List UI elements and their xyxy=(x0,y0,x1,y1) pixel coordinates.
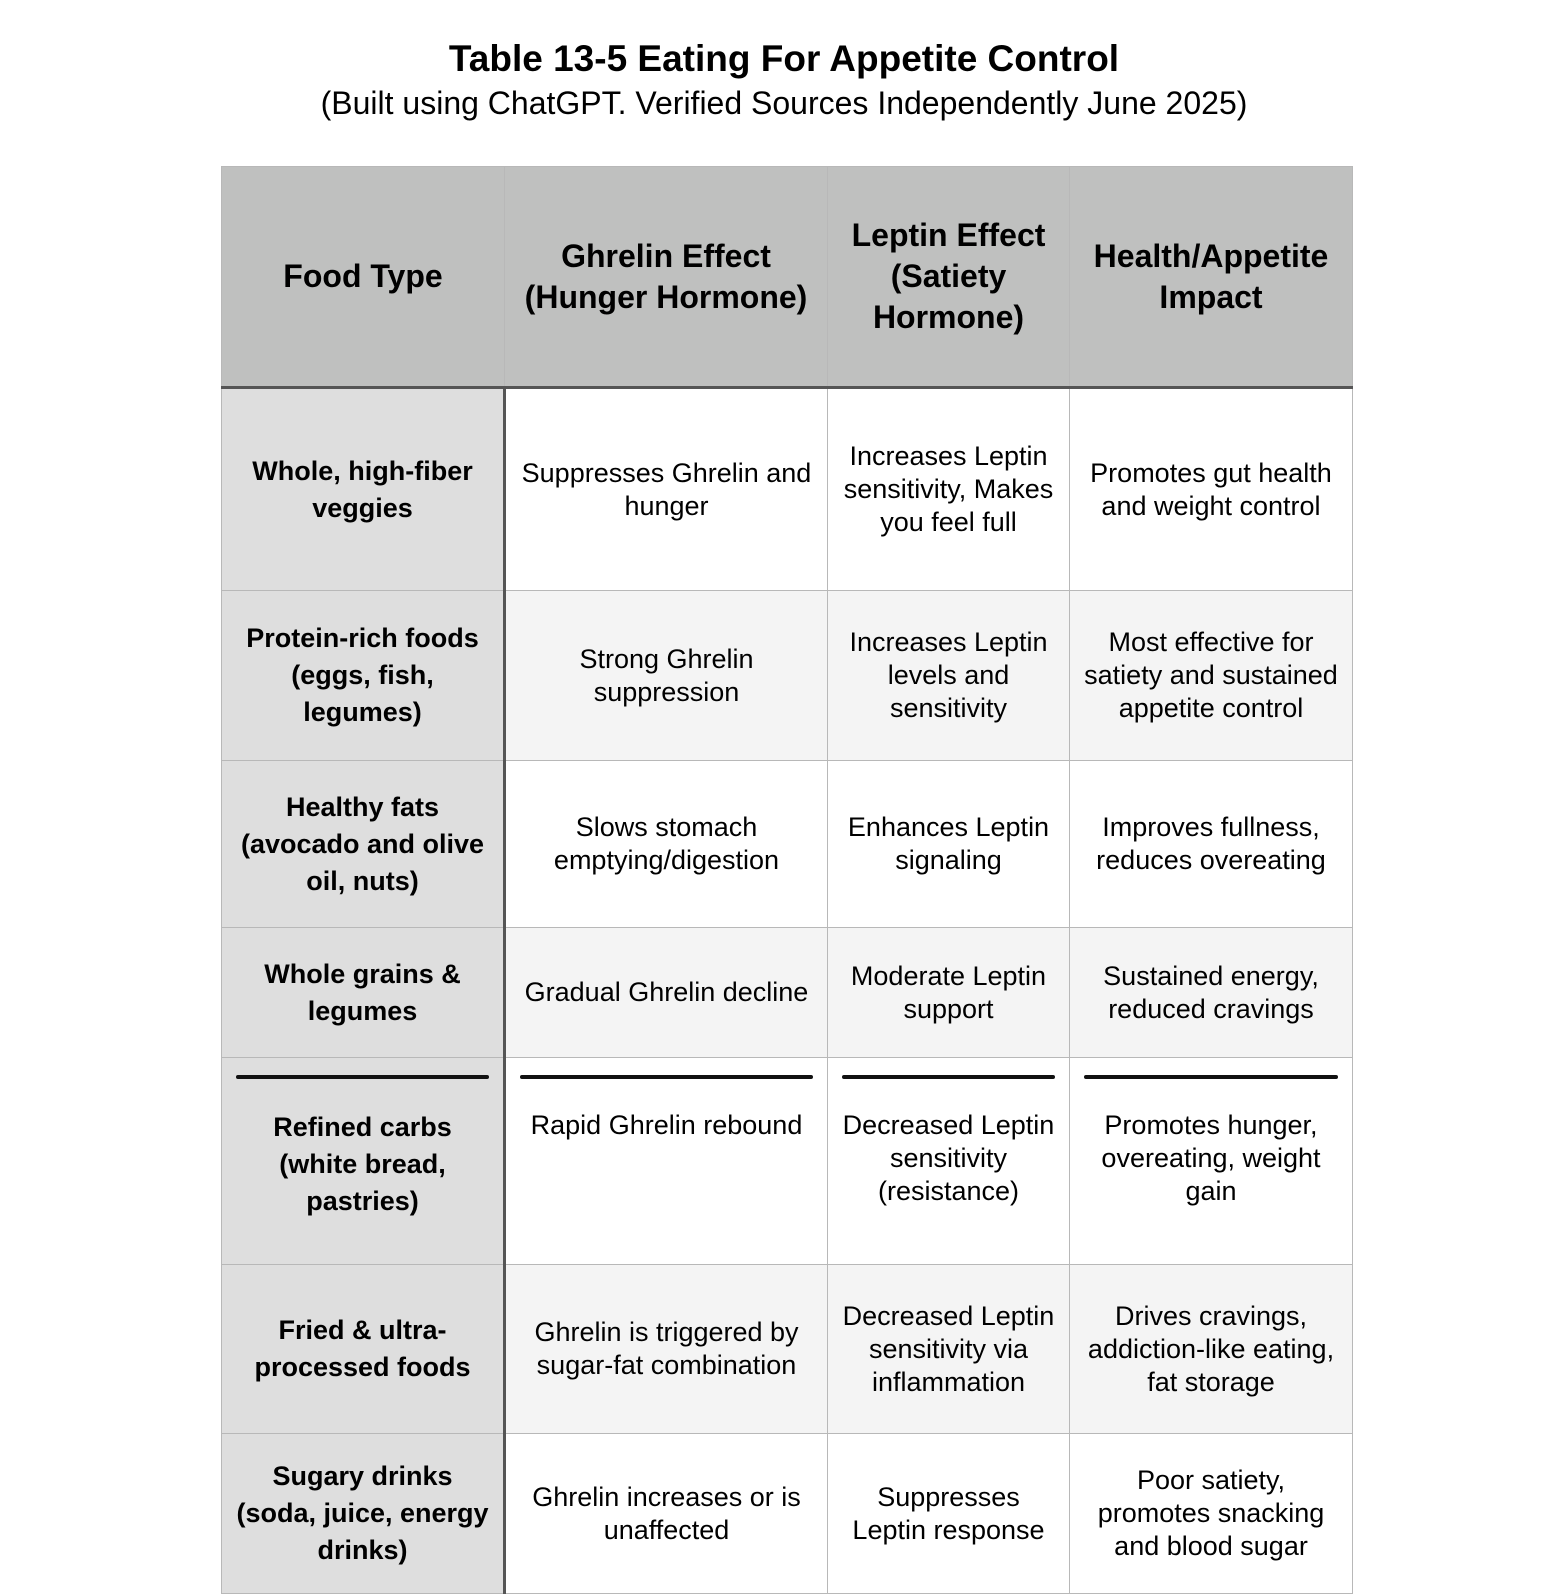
table-row xyxy=(222,928,1353,1058)
impact-cell xyxy=(1070,1058,1353,1265)
table-title: Table 13-5 Eating For Appetite Control xyxy=(448,38,1120,79)
food-type-cell: Protein-rich foods (eggs, fish, legumes) xyxy=(222,591,505,761)
header-health-impact: Health/Appetite Impact xyxy=(1070,167,1353,388)
food-type-cell: Sugary drinks (soda, juice, energy drinks) xyxy=(222,1434,505,1594)
leptin-cell: Increases Leptin sensitivity, Makes you feel full xyxy=(828,388,1070,591)
table-row xyxy=(222,388,1353,591)
ghrelin-cell: Slows stomach emptying/digestion xyxy=(505,761,828,928)
food-type-text: Refined carbs (white bread, pastries) xyxy=(273,1112,452,1216)
header-food-type: Food Type xyxy=(222,167,505,388)
ghrelin-text: Rapid Ghrelin rebound xyxy=(530,1110,803,1140)
table-subtitle: (Built using ChatGPT. Verified Sources Independently June 2025) xyxy=(320,85,1248,121)
ghrelin-cell: Strong Ghrelin suppression xyxy=(505,591,828,761)
ghrelin-cell: Ghrelin is triggered by sugar-fat combination xyxy=(505,1265,828,1434)
impact-cell: Drives cravings, addiction-like eating, fat storage xyxy=(1070,1265,1353,1434)
section-divider xyxy=(1084,1075,1338,1079)
impact-cell: Promotes gut health and weight control xyxy=(1070,388,1353,591)
food-type-cell: Whole grains & legumes xyxy=(222,928,505,1058)
table-row xyxy=(222,1434,1353,1594)
impact-cell: Sustained energy, reduced cravings xyxy=(1070,928,1353,1058)
header-ghrelin-effect: Ghrelin Effect (Hunger Hormone) xyxy=(505,167,828,388)
leptin-cell xyxy=(828,1058,1070,1265)
table-row xyxy=(222,1265,1353,1434)
impact-cell: Improves fullness, reduces overeating xyxy=(1070,761,1353,928)
leptin-cell: Decreased Leptin sensitivity via inflammation xyxy=(828,1265,1070,1434)
leptin-text: Decreased Leptin sensitivity (resistance) xyxy=(842,1110,1055,1206)
section-divider xyxy=(520,1075,813,1079)
food-type-cell xyxy=(222,1058,505,1265)
food-type-cell: Fried & ultra-processed foods xyxy=(222,1265,505,1434)
impact-text: Promotes hunger, overeating, weight gain xyxy=(1101,1110,1321,1206)
table-row xyxy=(222,591,1353,761)
food-type-cell: Whole, high-fiber veggies xyxy=(222,388,505,591)
table-row xyxy=(222,761,1353,928)
impact-cell: Poor satiety, promotes snacking and blood sugar xyxy=(1070,1434,1353,1594)
section-divider xyxy=(842,1075,1055,1079)
leptin-cell: Enhances Leptin signaling xyxy=(828,761,1070,928)
ghrelin-cell: Suppresses Ghrelin and hunger xyxy=(505,388,828,591)
section-divider xyxy=(236,1075,489,1079)
appetite-control-table xyxy=(221,166,1353,1594)
ghrelin-cell xyxy=(505,1058,828,1265)
leptin-cell: Suppresses Leptin response xyxy=(828,1434,1070,1594)
table-row xyxy=(222,1058,1353,1265)
ghrelin-cell: Ghrelin increases or is unaffected xyxy=(505,1434,828,1594)
ghrelin-cell: Gradual Ghrelin decline xyxy=(505,928,828,1058)
leptin-cell: Moderate Leptin support xyxy=(828,928,1070,1058)
impact-cell: Most effective for satiety and sustained appetite control xyxy=(1070,591,1353,761)
header-leptin-effect: Leptin Effect (Satiety Hormone) xyxy=(828,167,1070,388)
leptin-cell: Increases Leptin levels and sensitivity xyxy=(828,591,1070,761)
header-row xyxy=(222,167,1353,388)
food-type-cell: Healthy fats (avocado and olive oil, nuts) xyxy=(222,761,505,928)
